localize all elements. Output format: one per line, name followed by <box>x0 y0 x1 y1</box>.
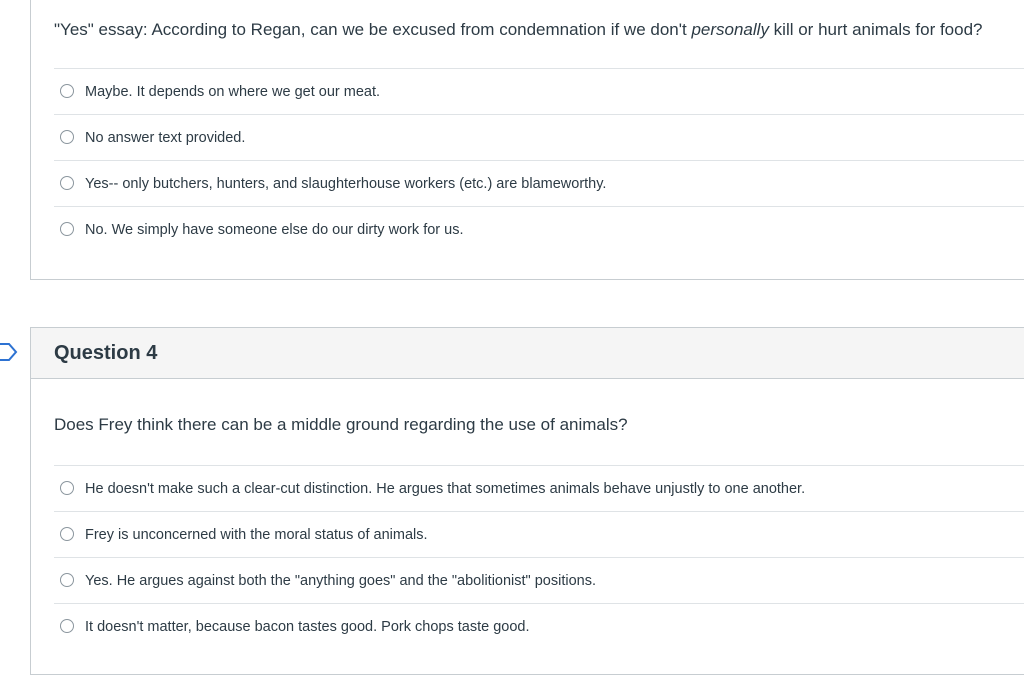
question-3-card <box>30 0 1024 280</box>
answer-label: No. We simply have someone else do our dirty work for us. <box>85 222 464 238</box>
radio-button[interactable] <box>60 619 74 633</box>
answer-option[interactable] <box>54 465 1024 511</box>
answer-option[interactable] <box>54 68 1024 114</box>
answer-label: Yes. He argues against both the "anything goes" and the "abolitionist" positions. <box>85 573 596 589</box>
question-3-text-start: "Yes" essay: According to Regan, can we be excused from condemnation if we don't <box>54 20 692 39</box>
question-3-text <box>54 19 983 41</box>
answer-option[interactable] <box>54 206 1024 252</box>
radio-button[interactable] <box>60 176 74 190</box>
answer-option[interactable] <box>54 557 1024 603</box>
answer-label: He doesn't make such a clear-cut distinction. He argues that sometimes animals behave unjustly to one another. <box>85 481 806 497</box>
answer-option[interactable] <box>54 160 1024 206</box>
question-4-header <box>31 328 1024 379</box>
radio-button[interactable] <box>60 84 74 98</box>
answer-label: It doesn't matter, because bacon tastes good. Pork chops taste good. <box>85 619 530 635</box>
question-4-answers <box>54 465 1024 649</box>
question-4-text: Does Frey think there can be a middle ground regarding the use of animals? <box>54 415 628 434</box>
question-4-title: Question 4 <box>54 342 158 364</box>
flag-question-icon[interactable] <box>0 343 18 361</box>
question-3-text-emphasis: personally <box>691 20 769 39</box>
question-3-text-end: kill or hurt animals for food? <box>768 20 983 39</box>
radio-button[interactable] <box>60 130 74 144</box>
answer-label: Frey is unconcerned with the moral status of animals. <box>85 527 428 543</box>
radio-button[interactable] <box>60 481 74 495</box>
question-3-answers <box>54 68 1024 252</box>
answer-option[interactable] <box>54 511 1024 557</box>
answer-option[interactable] <box>54 114 1024 160</box>
radio-button[interactable] <box>60 222 74 236</box>
radio-button[interactable] <box>60 573 74 587</box>
answer-label: No answer text provided. <box>85 130 246 146</box>
answer-label: Maybe. It depends on where we get our meat. <box>85 84 381 100</box>
question-4-card <box>30 327 1024 675</box>
radio-button[interactable] <box>60 527 74 541</box>
answer-label: Yes-- only butchers, hunters, and slaughterhouse workers (etc.) are blameworthy. <box>85 176 607 192</box>
answer-option[interactable] <box>54 603 1024 649</box>
